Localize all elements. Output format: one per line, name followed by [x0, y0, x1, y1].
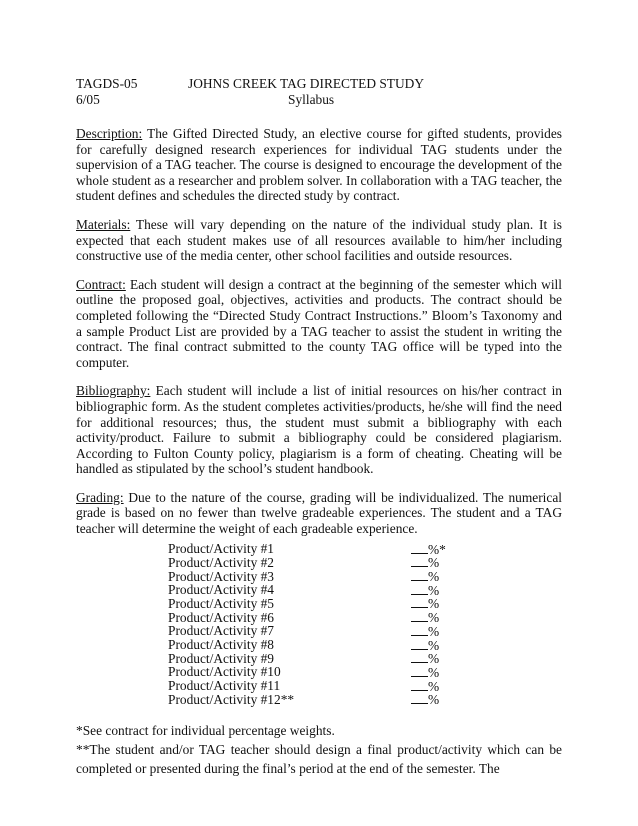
section-text: Due to the nature of the course, grading will be individualized. The numerical grade is based on no fewer than twelve gradeable experiences. The student and a TAG teacher will determine the weight of each gradeable experience.	[76, 489, 562, 537]
section-contract	[76, 277, 562, 371]
percent-sign: %	[428, 664, 440, 680]
percent-sign: %	[428, 596, 440, 612]
activity-label: Product/Activity #11	[168, 678, 281, 694]
fill-in-line	[411, 639, 428, 650]
percent-sign: %	[428, 651, 440, 667]
percent-sign: %	[428, 555, 440, 571]
activity-label: Product/Activity #2	[168, 554, 275, 570]
percent-sign: %	[428, 582, 440, 598]
section-description	[76, 126, 562, 204]
percent-sign: %	[428, 692, 440, 708]
document-title: JOHNS CREEK TAG DIRECTED STUDY	[188, 76, 424, 91]
section-text: Each student will design a contract at the beginning of the semester which will outline the proposed goal, objectives, activities and products. The contract should be completed following the “Directed Study Contract Instructions.” Bloom’s Taxonomy and a sample Product List are provided by a TAG teacher to assist the student in writing the contract. The final contract submitted to the county TAG office will be typed into the computer.	[76, 276, 562, 370]
activity-label: Product/Activity #4	[168, 582, 275, 598]
percent-sign: %*	[428, 541, 446, 557]
section-label: Grading:	[76, 489, 124, 505]
section-label: Materials:	[76, 216, 131, 232]
percent-sign: %	[428, 610, 440, 626]
activity-label: Product/Activity #12**	[168, 691, 295, 707]
fill-in-line	[411, 570, 428, 581]
fill-in-line	[411, 693, 428, 704]
document-subtitle: Syllabus	[288, 92, 335, 107]
percent-blank	[411, 611, 446, 625]
activity-label: Product/Activity #9	[168, 650, 275, 666]
header-line-2	[76, 92, 562, 108]
activity-label: Product/Activity #6	[168, 609, 275, 625]
percent-blank	[411, 625, 446, 639]
fill-in-line	[411, 556, 428, 567]
fill-in-line	[411, 584, 428, 595]
activity-label: Product/Activity #1	[168, 541, 275, 557]
percent-sign: %	[428, 678, 440, 694]
percent-blank	[411, 597, 446, 611]
section-materials	[76, 217, 562, 264]
section-bibliography	[76, 383, 562, 477]
activity-label: Product/Activity #8	[168, 637, 275, 653]
percent-sign: %	[428, 637, 440, 653]
activity-label: Product/Activity #3	[168, 568, 275, 584]
fill-in-line	[411, 666, 428, 677]
activity-label: Product/Activity #5	[168, 595, 275, 611]
activity-label: Product/Activity #7	[168, 623, 275, 639]
percent-blank	[411, 570, 446, 584]
footnote-final-product: **The student and/or TAG teacher should design a final product/activity which can be completed or presented during the final’s period at the end of the semester. The	[76, 742, 562, 777]
section-grading	[76, 490, 562, 537]
percent-blank	[411, 639, 446, 653]
fill-in-line	[411, 652, 428, 663]
percent-sign: %	[428, 623, 440, 639]
fill-in-line	[411, 680, 428, 691]
section-text: The Gifted Directed Study, an elective course for gifted students, provides for carefully designed research experiences for individual TAG students under the supervision of a TAG teacher. The course is designed to encourage the development of the whole student as a researcher and problem solver. In collaboration with a TAG teacher, the student defines and schedules the directed study by contract.	[76, 126, 562, 204]
section-label: Contract:	[76, 276, 126, 292]
footnote-weights: *See contract for individual percentage weights.	[76, 723, 335, 739]
section-label: Description:	[76, 126, 143, 141]
fill-in-line	[411, 611, 428, 622]
percent-blank	[411, 666, 446, 680]
percent-blank	[411, 543, 446, 557]
percent-blank	[411, 693, 446, 707]
grade-row	[168, 693, 446, 707]
document-page	[76, 76, 562, 778]
percent-blank	[411, 680, 446, 694]
grade-row	[168, 556, 446, 570]
percent-sign: %	[428, 569, 440, 585]
grade-weights-table	[168, 543, 446, 707]
section-text: Each student will include a list of initial resources on his/her contract in bibliographic form. As the student completes activities/products, he/she will find the need for additional resources; thus, the student must submit a bibliography with each activity/product. Failure to submit a bibliography could be considered plagiarism. According to Fulton County policy, plagiarism is a form of cheating. Cheating will be handled as stipulated by the school’s student handbook.	[76, 383, 562, 477]
fill-in-line	[411, 597, 428, 608]
section-label: Bibliography:	[76, 383, 151, 399]
course-code: TAGDS-05	[76, 76, 138, 91]
header-line-1	[76, 76, 562, 92]
document-date: 6/05	[76, 92, 100, 107]
fill-in-line	[411, 543, 428, 554]
percent-blank	[411, 556, 446, 570]
activity-label: Product/Activity #10	[168, 664, 281, 680]
percent-blank	[411, 584, 446, 598]
section-text: These will vary depending on the nature of the individual study plan. It is expected that each student makes use of all resources available to him/her including constructive use of the media center, other school facilities and outside resources.	[76, 216, 562, 264]
fill-in-line	[411, 625, 428, 636]
percent-blank	[411, 652, 446, 666]
